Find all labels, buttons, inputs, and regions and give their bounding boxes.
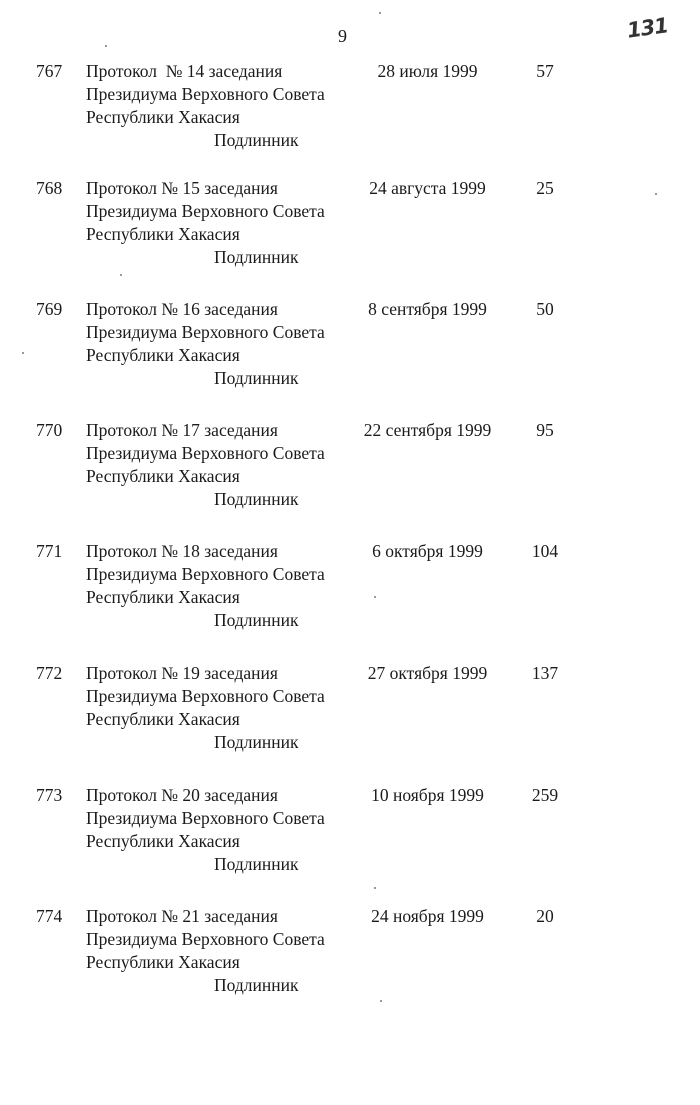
entry-number: 767: [36, 61, 63, 81]
entry-date: 8 сентября 1999: [368, 299, 487, 319]
entry-sheet-count: 25: [536, 178, 554, 198]
entry-subtitle: Президиума Верховного Совета: [86, 443, 325, 463]
entry-organization: Республики Хакасия: [86, 224, 240, 244]
entry-status: Подлинник: [214, 975, 299, 995]
entry-title: Протокол № 21 заседания: [86, 906, 278, 926]
list-item: [0, 298, 700, 408]
entry-number: 773: [36, 785, 63, 805]
list-item: [0, 662, 700, 772]
list-item: [0, 784, 700, 894]
entry-sheet-count: 137: [531, 663, 559, 683]
entry-number: 770: [36, 420, 63, 440]
entry-subtitle: Президиума Верховного Совета: [86, 322, 325, 342]
entry-date: 27 октября 1999: [367, 663, 488, 683]
entry-date: 6 октября 1999: [372, 541, 483, 561]
scan-speck: [374, 887, 376, 889]
entry-title: Протокол № 14 заседания: [86, 61, 283, 81]
entry-title: Протокол № 17 заседания: [86, 420, 278, 440]
page-number: 9: [338, 26, 347, 46]
list-item: [0, 60, 700, 170]
entry-subtitle: Президиума Верховного Совета: [86, 201, 325, 221]
entry-status: Подлинник: [214, 130, 299, 150]
list-item: [0, 177, 700, 287]
entry-title: Протокол № 15 заседания: [86, 178, 278, 198]
scan-speck: [379, 12, 381, 14]
entry-date: 22 сентября 1999: [363, 420, 492, 440]
entry-title: Протокол № 20 заседания: [86, 785, 278, 805]
entry-number: 772: [36, 663, 63, 683]
list-item: [0, 905, 700, 1015]
entry-sheet-count: 104: [531, 541, 559, 561]
handwritten-archive-mark: 131: [625, 13, 670, 43]
entry-number: 769: [36, 299, 63, 319]
entry-date: 10 ноября 1999: [371, 785, 484, 805]
scan-speck: [655, 193, 657, 195]
entry-status: Подлинник: [214, 247, 299, 267]
entry-subtitle: Президиума Верховного Совета: [86, 564, 325, 584]
entry-status: Подлинник: [214, 368, 299, 388]
entry-number: 771: [36, 541, 63, 561]
entry-status: Подлинник: [214, 854, 299, 874]
list-item: [0, 419, 700, 529]
entry-subtitle: Президиума Верховного Совета: [86, 929, 325, 949]
entry-sheet-count: 50: [536, 299, 554, 319]
entry-subtitle: Президиума Верховного Совета: [86, 686, 325, 706]
entry-sheet-count: 20: [536, 906, 554, 926]
entry-date: 24 августа 1999: [369, 178, 486, 198]
entry-subtitle: Президиума Верховного Совета: [86, 808, 325, 828]
entry-organization: Республики Хакасия: [86, 952, 240, 972]
entry-date: 24 ноября 1999: [371, 906, 484, 926]
entry-status: Подлинник: [214, 489, 299, 509]
scan-speck: [380, 1000, 382, 1002]
entry-date: 28 июля 1999: [377, 61, 478, 81]
scan-speck: [22, 352, 24, 354]
scan-speck: [105, 45, 107, 47]
entry-number: 768: [36, 178, 63, 198]
entry-organization: Республики Хакасия: [86, 831, 240, 851]
entry-sheet-count: 57: [536, 61, 554, 81]
entry-sheet-count: 259: [531, 785, 559, 805]
entry-number: 774: [36, 906, 63, 926]
scan-speck: [374, 596, 376, 598]
scan-speck: [120, 274, 122, 276]
entry-subtitle: Президиума Верховного Совета: [86, 84, 325, 104]
entry-organization: Республики Хакасия: [86, 466, 240, 486]
entry-organization: Республики Хакасия: [86, 107, 240, 127]
entry-title: Протокол № 19 заседания: [86, 663, 278, 683]
entry-organization: Республики Хакасия: [86, 587, 240, 607]
entry-organization: Республики Хакасия: [86, 709, 240, 729]
entry-status: Подлинник: [214, 610, 299, 630]
entry-title: Протокол № 16 заседания: [86, 299, 278, 319]
list-item: [0, 540, 700, 650]
entry-title: Протокол № 18 заседания: [86, 541, 278, 561]
entry-sheet-count: 95: [536, 420, 554, 440]
entry-status: Подлинник: [214, 732, 299, 752]
entry-organization: Республики Хакасия: [86, 345, 240, 365]
